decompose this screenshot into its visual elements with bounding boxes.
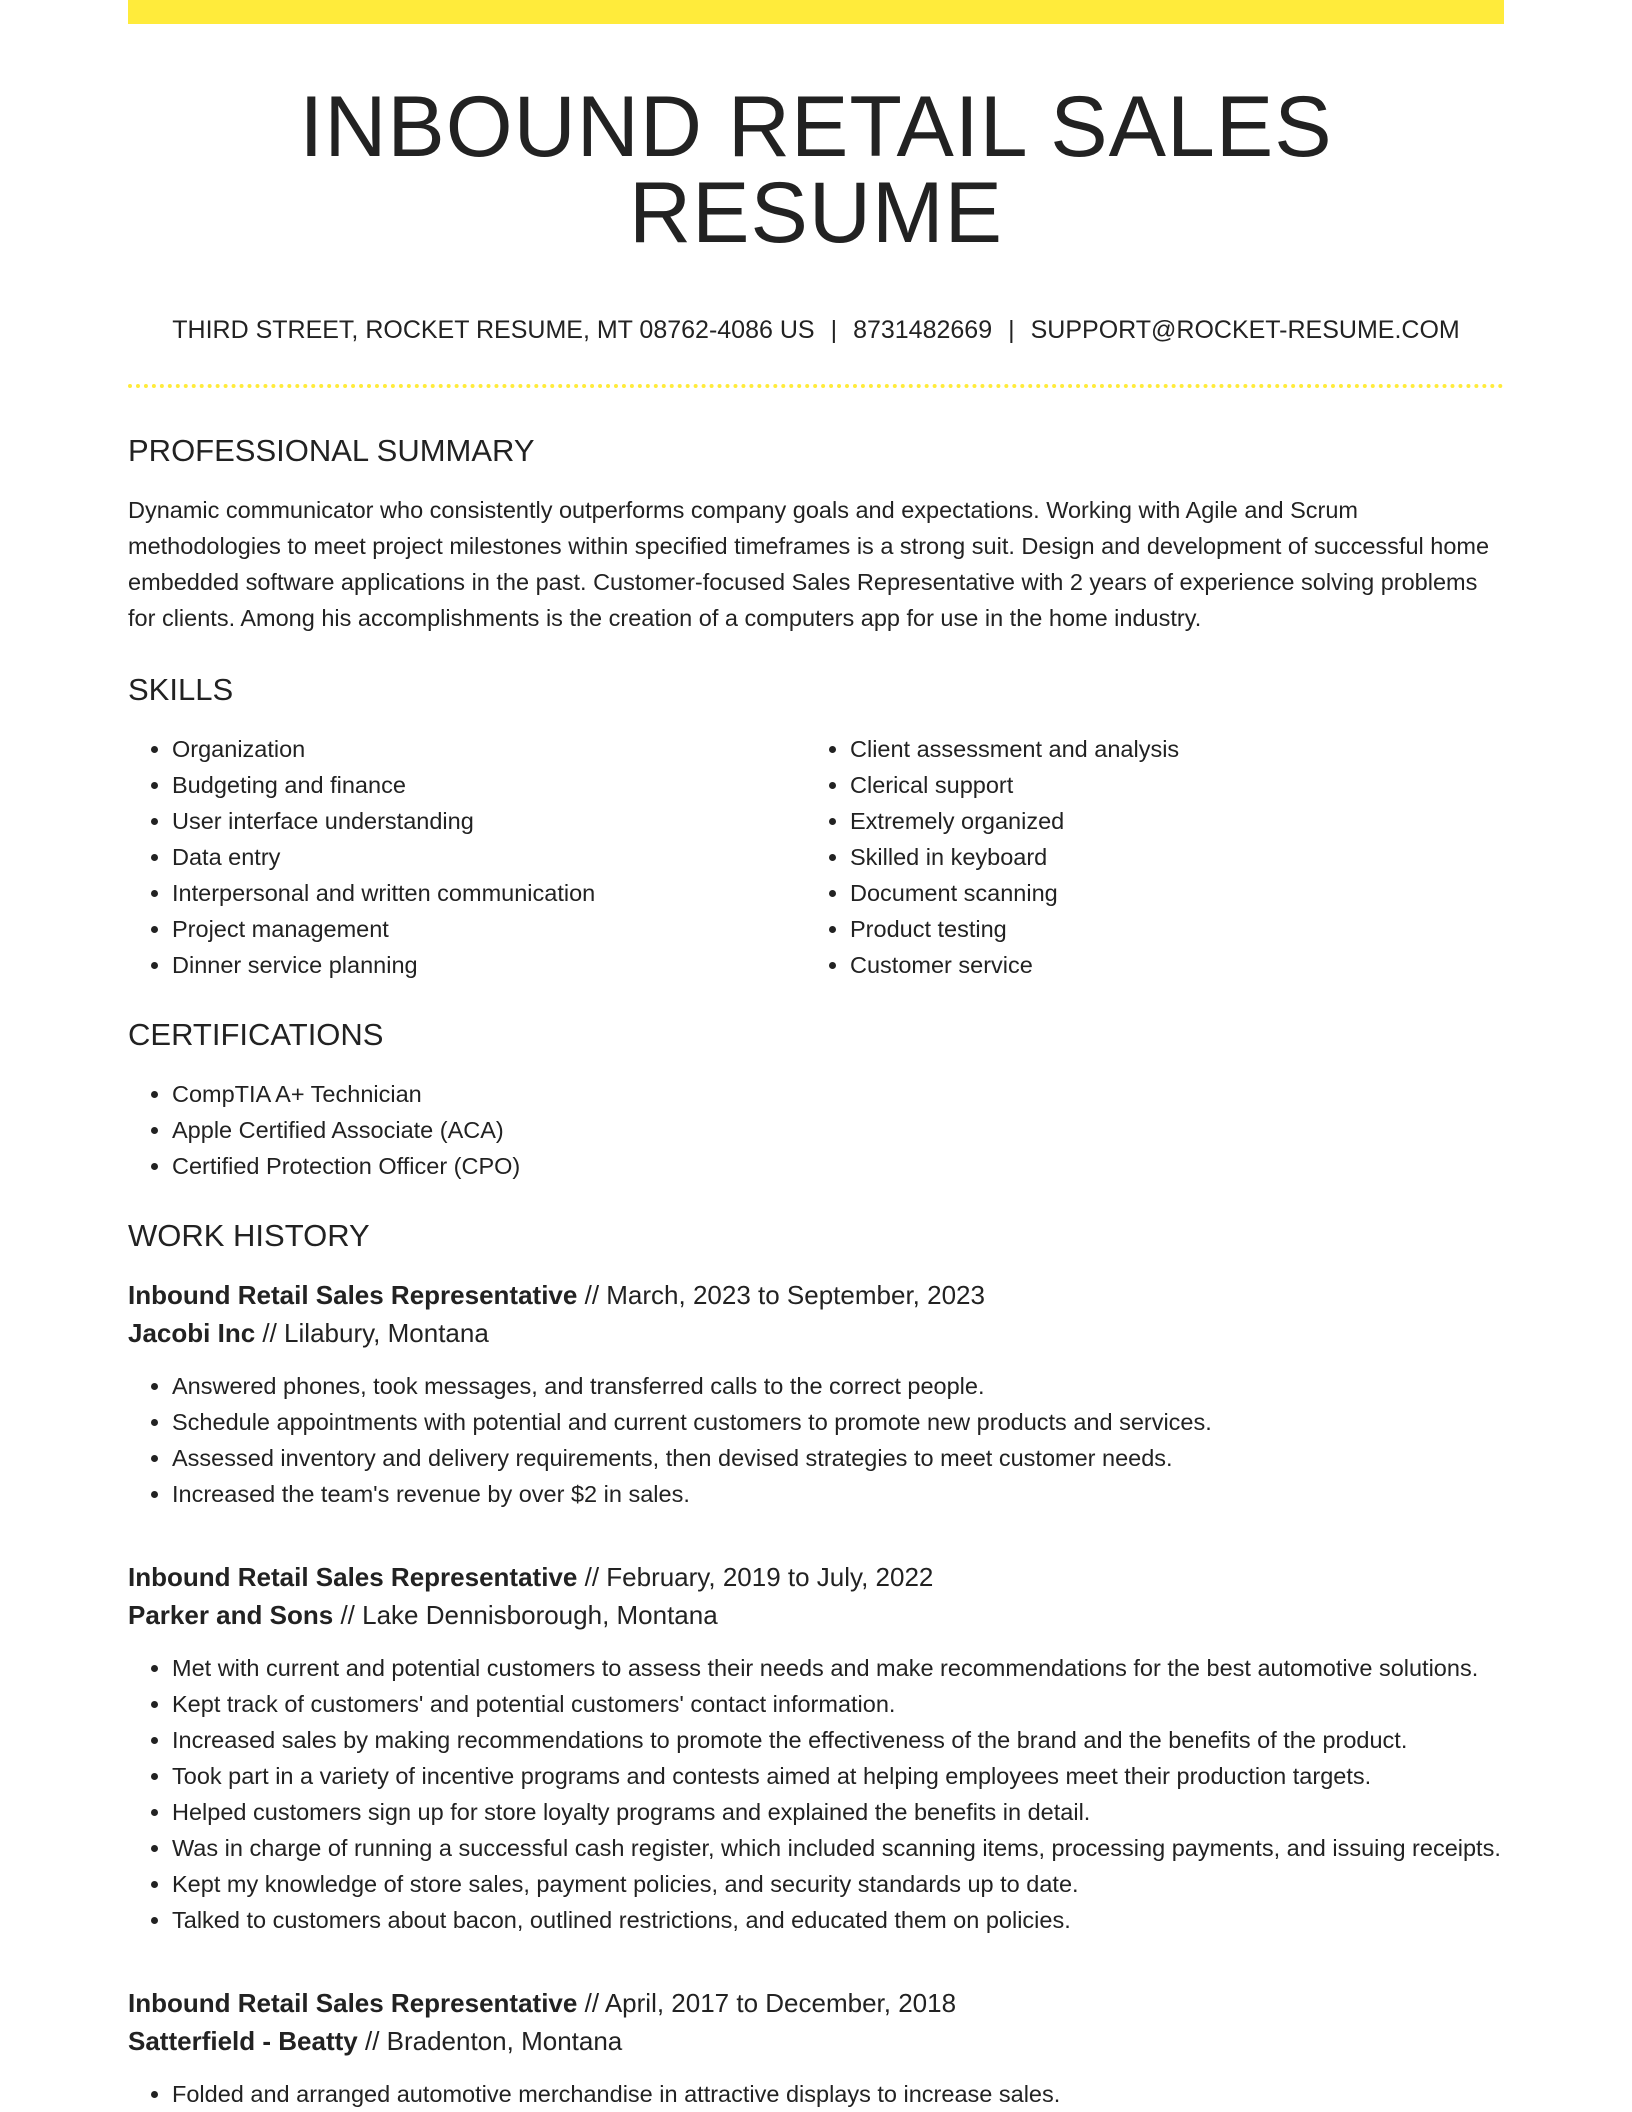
- skill-item: • Extremely organized: [850, 803, 1484, 839]
- job-bullet: • Took part in a variety of incentive programs and contests aimed at helping employees meet their production targets.: [172, 1758, 1504, 1794]
- contact-email[interactable]: SUPPORT@ROCKET-RESUME.COM: [1030, 316, 1460, 344]
- job-company: Satterfield - Beatty: [128, 2026, 358, 2056]
- skill-item: • Dinner service planning: [172, 947, 806, 983]
- job-company: Parker and Sons: [128, 1600, 334, 1630]
- job-dates: // March, 2023 to September, 2023: [584, 1280, 985, 1310]
- job-bullet: • Increased sales by making recommendations to promote the effectiveness of the brand and the benefits of the product.: [172, 1722, 1504, 1758]
- job-bullet: • Met with current and potential customers to assess their needs and make recommendations for the best automotive solutions.: [172, 1650, 1504, 1686]
- certification-item: • CompTIA A+ Technician: [172, 1076, 1504, 1112]
- contact-separator: |: [830, 316, 838, 344]
- skill-item: • Customer service: [850, 947, 1484, 983]
- job-company-line: [128, 1596, 1504, 1634]
- work-history-section: [128, 1220, 1504, 2112]
- job-location: // Lake Dennisborough, Montana: [340, 1600, 718, 1630]
- job-location: // Bradenton, Montana: [364, 2026, 623, 2056]
- job-bullet: • Schedule appointments with potential and current customers to promote new products and services.: [172, 1404, 1504, 1440]
- job-bullet: • Folded and arranged automotive merchandise in attractive displays to increase sales.: [172, 2076, 1504, 2112]
- contact-separator: |: [1008, 316, 1015, 344]
- resume-title: INBOUND RETAIL SALES RESUME: [299, 79, 1333, 261]
- job-title-line: [128, 1276, 1504, 1314]
- skill-item: • Data entry: [172, 839, 806, 875]
- job-title: Inbound Retail Sales Representative: [128, 1562, 578, 1592]
- contact-phone: 8731482669: [853, 316, 993, 344]
- summary-section: [128, 435, 1504, 636]
- certifications-heading: CERTIFICATIONS: [128, 1017, 384, 1052]
- job-dates: // April, 2017 to December, 2018: [584, 1988, 957, 2018]
- job-title: Inbound Retail Sales Representative: [128, 1280, 578, 1310]
- skill-item: • User interface understanding: [172, 803, 806, 839]
- job-entry: [128, 1984, 1504, 2112]
- skill-item: • Document scanning: [850, 875, 1484, 911]
- job-company-line: [128, 2022, 1504, 2060]
- job-bullet: • Kept track of customers' and potential customers' contact information.: [172, 1686, 1504, 1722]
- skills-heading: SKILLS: [128, 672, 234, 707]
- summary-heading: PROFESSIONAL SUMMARY: [128, 433, 535, 468]
- skill-item: • Product testing: [850, 911, 1484, 947]
- job-title-line: [128, 1984, 1504, 2022]
- job-bullet: • Kept my knowledge of store sales, payment policies, and security standards up to date.: [172, 1866, 1504, 1902]
- work-history-heading: WORK HISTORY: [128, 1218, 370, 1253]
- job-bullet: • Was in charge of running a successful cash register, which included scanning items, processing payments, and issuing receipts.: [172, 1830, 1504, 1866]
- contact-line: [128, 318, 1504, 343]
- certifications-list: [128, 1076, 1504, 1184]
- skills-section: [128, 674, 1504, 983]
- job-bullet: • Answered phones, took messages, and transferred calls to the correct people.: [172, 1368, 1504, 1404]
- dotted-divider: [128, 384, 1504, 388]
- accent-top-bar: [128, 0, 1504, 24]
- job-location: // Lilabury, Montana: [262, 1318, 489, 1348]
- job-bullet: • Helped customers sign up for store loyalty programs and explained the benefits in detail.: [172, 1794, 1504, 1830]
- job-entry: [128, 1276, 1504, 1512]
- job-bullets: [128, 1368, 1504, 1512]
- job-bullets: [128, 2076, 1504, 2112]
- skill-item: • Organization: [172, 731, 806, 767]
- resume-page: [128, 0, 1504, 2112]
- skill-item: • Interpersonal and written communication: [172, 875, 806, 911]
- skill-item: • Client assessment and analysis: [850, 731, 1484, 767]
- skill-item: • Project management: [172, 911, 806, 947]
- job-company-line: [128, 1314, 1504, 1352]
- skills-columns: [128, 731, 1504, 983]
- job-dates: // February, 2019 to July, 2022: [584, 1562, 934, 1592]
- job-entry: [128, 1558, 1504, 1938]
- contact-address: THIRD STREET, ROCKET RESUME, MT 08762-4086 US: [172, 316, 815, 344]
- skills-right-list: [806, 731, 1484, 983]
- job-title-line: [128, 1558, 1504, 1596]
- jobs-container: [128, 1276, 1504, 2112]
- skill-item: • Skilled in keyboard: [850, 839, 1484, 875]
- certification-item: • Apple Certified Associate (ACA): [172, 1112, 1504, 1148]
- job-title: Inbound Retail Sales Representative: [128, 1988, 578, 2018]
- job-bullets: [128, 1650, 1504, 1938]
- job-bullet: • Assessed inventory and delivery requirements, then devised strategies to meet customer needs.: [172, 1440, 1504, 1476]
- certification-item: • Certified Protection Officer (CPO): [172, 1148, 1504, 1184]
- skill-item: • Clerical support: [850, 767, 1484, 803]
- skills-left-list: [128, 731, 806, 983]
- job-bullet: • Increased the team's revenue by over $2 in sales.: [172, 1476, 1504, 1512]
- certifications-section: [128, 1019, 1504, 1184]
- job-company: Jacobi Inc: [128, 1318, 256, 1348]
- skill-item: • Budgeting and finance: [172, 767, 806, 803]
- summary-text: Dynamic communicator who consistently outperforms company goals and expectations. Working with Agile and Scrum methodologies to meet project milestones within specified timeframes is a strong suit. Design and development of successful home embedded software applications in the past. Customer-focused Sales Representative with 2 years of experience solving problems for clients. Among his accomplishments is the creation of a computers app for use in the home industry.: [128, 497, 1490, 631]
- job-bullet: • Talked to customers about bacon, outlined restrictions, and educated them on policies.: [172, 1902, 1504, 1938]
